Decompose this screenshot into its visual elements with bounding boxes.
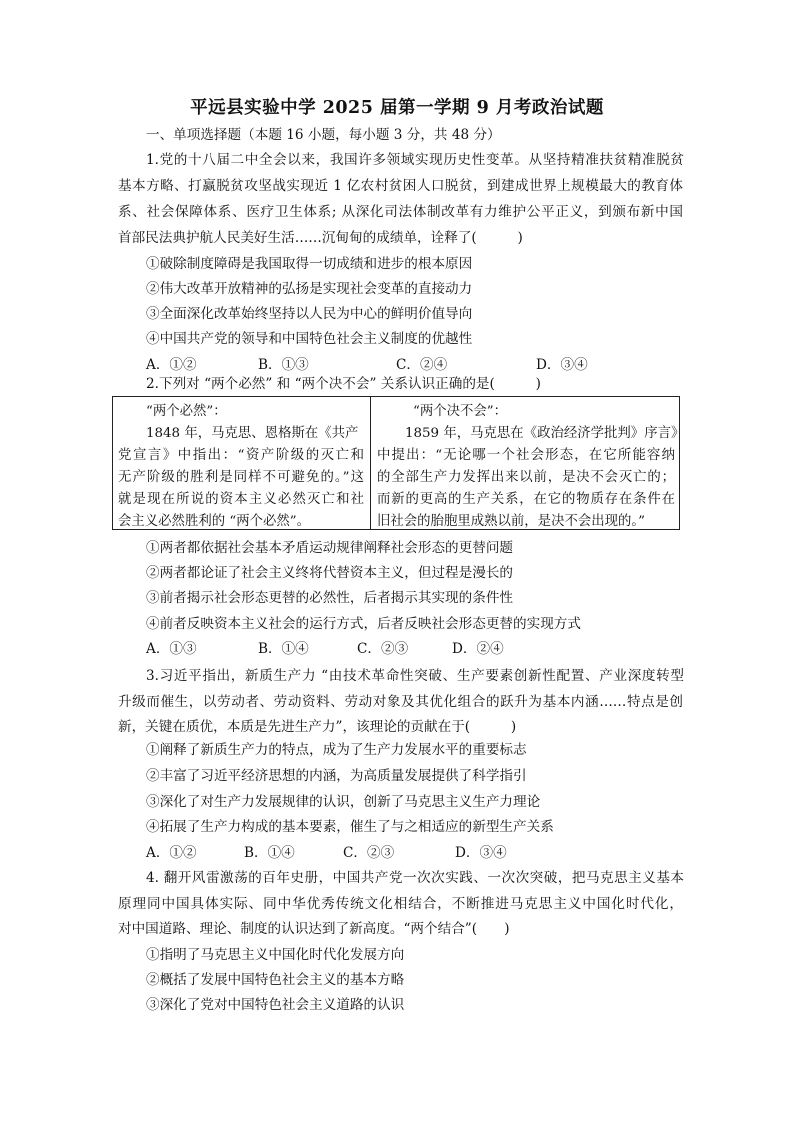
q1-choice-c: C．②④ bbox=[396, 357, 448, 373]
q2-choice-c: C．②③ bbox=[357, 641, 409, 657]
table-cell-line: 无产阶级的胜利是同样不可避免的。”这 bbox=[118, 470, 364, 485]
table-cell-line: 中提出：“无论哪一个社会形态，在它所能容纳 bbox=[377, 448, 675, 463]
table-cell-line: 旧社会的胎胞里成熟以前，是决不会出现的。” bbox=[377, 514, 645, 529]
q4-option: ②概括了发展中国特色社会主义的基本方略 bbox=[146, 972, 405, 988]
page-title: 平远县实验中学 2025 届第一学期 9 月考政治试题 bbox=[190, 98, 604, 118]
q4-stem-line: 4. 翻开风雷激荡的百年史册，中国共产党一次次实践、一次次突破，把马克思主义基本 bbox=[146, 870, 684, 886]
q4-option: ③深化了党对中国特色社会主义道路的认识 bbox=[146, 997, 405, 1013]
q2-option: ④前者反映资本主义社会的运行方式，后者反映社会形态更替的实现方式 bbox=[146, 616, 581, 632]
q1-choice-d: D．③④ bbox=[536, 357, 588, 373]
q1-stem-line: 基本方略、打赢脱贫攻坚战实现近 1 亿农村贫困人口脱贫，到建成世界上规模最大的教育体 bbox=[118, 178, 683, 194]
q3-option: ③深化了对生产力发展规律的认识，创新了马克思主义生产力理论 bbox=[146, 794, 541, 810]
section-heading: 一、单项选择题（本题 16 小题，每小题 3 分，共 48 分） bbox=[146, 127, 501, 143]
q1-choice-b: B．①③ bbox=[258, 357, 309, 373]
table-cell-line: 而新的更高的生产关系，在它的物质存在条件在 bbox=[377, 492, 675, 507]
q3-choice-c: C．②③ bbox=[343, 845, 395, 861]
q2-choice-a: A．①③ bbox=[146, 641, 197, 657]
q2-option: ②两者都论证了社会主义终将代替资本主义，但过程是漫长的 bbox=[146, 565, 514, 581]
q1-stem-line: 首部民法典护航人民美好生活……沉甸甸的成绩单，诠释了( ) bbox=[118, 230, 523, 246]
q2-stem-line: 2.下列对 “两个必然” 和 “两个决不会” 关系认识正确的是( ) bbox=[146, 376, 541, 392]
q3-choice-a: A．①② bbox=[146, 845, 197, 861]
q1-option: ①破除制度障碍是我国取得一切成绩和进步的根本原因 bbox=[146, 256, 473, 272]
comparison-table bbox=[112, 396, 685, 530]
q2-option: ①两者都依据社会基本矛盾运动规律阐释社会形态的更替问题 bbox=[146, 540, 514, 556]
q2-option: ③前者揭示社会形态更替的必然性，后者揭示其实现的条件性 bbox=[146, 590, 514, 606]
q3-option: ④拓展了生产力构成的基本要素，催生了与之相适应的新型生产关系 bbox=[146, 819, 554, 835]
q3-choice-b: B．①④ bbox=[244, 845, 295, 861]
table-cell-line: “两个决不会”： bbox=[413, 404, 508, 419]
q4-stem-line: 对中国道路、理论、制度的认识达到了新高度。“两个结合”( ) bbox=[118, 921, 510, 937]
q1-stem-line: 系、社会保障体系、医疗卫生体系; 从深化司法体制改革有力维护公平正义，到颁布新中国 bbox=[118, 204, 683, 220]
table-cell-line: 就是现在所说的资本主义必然灭亡和社 bbox=[118, 492, 364, 507]
q2-choice-d: D．②④ bbox=[452, 641, 504, 657]
q1-option: ④中国共产党的领导和中国特色社会主义制度的优越性 bbox=[146, 331, 473, 347]
q3-option: ②丰富了习近平经济思想的内涵，为高质量发展提供了科学指引 bbox=[146, 768, 527, 784]
q2-choice-b: B．①④ bbox=[258, 641, 309, 657]
q1-option: ③全面深化改革始终坚持以人民为中心的鲜明价值导向 bbox=[146, 306, 473, 322]
q3-choice-d: D．③④ bbox=[455, 845, 507, 861]
table-cell-line: 的全部生产力发挥出来以前，是决不会灭亡的； bbox=[377, 470, 675, 485]
table-cell-line: 会主义必然胜利的 “两个必然”。 bbox=[118, 514, 311, 529]
q3-stem-line: 升级而催生，以劳动者、劳动资料、劳动对象及其优化组合的跃升为基本内涵……特点是创 bbox=[118, 694, 683, 710]
q4-option: ①指明了马克思主义中国化时代化发展方向 bbox=[146, 947, 405, 963]
table-divider bbox=[370, 397, 371, 529]
q3-option: ①阐释了新质生产力的特点，成为了生产力发展水平的重要标志 bbox=[146, 742, 527, 758]
table-cell-line: “两个必然”： bbox=[146, 404, 227, 419]
q1-stem-line: 1.党的十八届二中全会以来，我国许多领域实现历史性变革。从坚持精准扶贫精准脱贫 bbox=[146, 152, 684, 168]
table-cell-line: 党宣言》中指出：“资产阶级的灭亡和 bbox=[118, 448, 364, 463]
q3-stem-line: 3.习近平指出，新质生产力 “由技术革命性突破、生产要素创新性配置、产业深度转型 bbox=[146, 668, 684, 684]
table-cell-line: 1859 年，马克思在《政治经济学批判》序言》 bbox=[405, 426, 685, 441]
q1-choice-a: A．①② bbox=[146, 357, 197, 373]
table-cell-line: 1848 年，马克思、恩格斯在《共产 bbox=[146, 426, 359, 441]
q3-stem-line: 新，关键在质优，本质是先进生产力”，该理论的贡献在于( ) bbox=[118, 719, 517, 735]
q4-stem-line: 原理同中国具体实际、同中华优秀传统文化相结合，不断推进马克思主义中国化时代化， bbox=[118, 896, 683, 912]
q1-option: ②伟大改革开放精神的弘扬是实现社会变革的直接动力 bbox=[146, 281, 473, 297]
